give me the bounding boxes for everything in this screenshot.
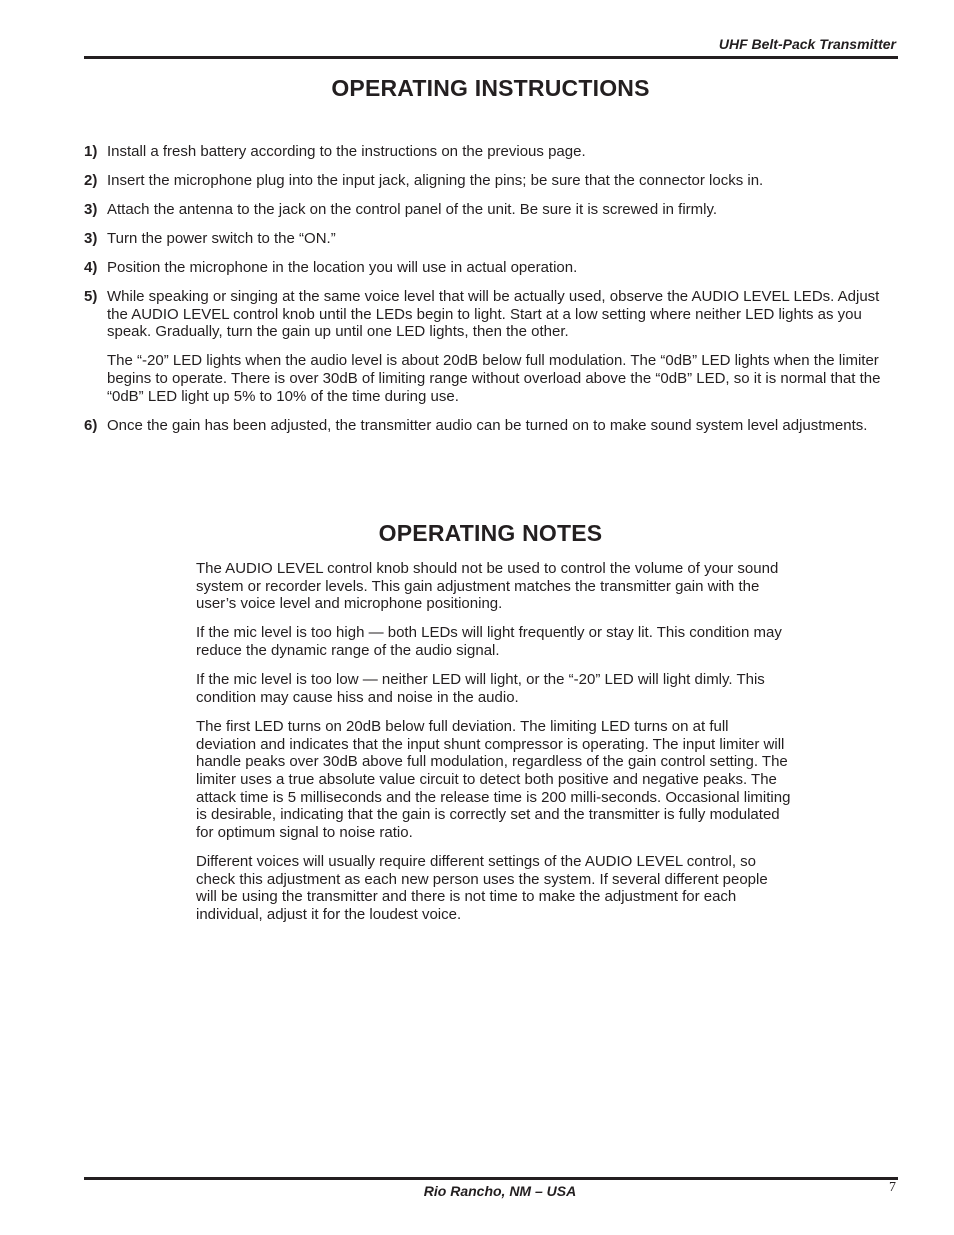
page-number: 7 bbox=[889, 1180, 896, 1195]
instructions-list bbox=[84, 143, 900, 446]
step-number: 3) bbox=[84, 230, 98, 247]
step-number: 4) bbox=[84, 259, 98, 276]
instruction-step bbox=[84, 288, 900, 406]
step-number: 3) bbox=[84, 201, 98, 218]
instructions-heading: OPERATING INSTRUCTIONS bbox=[331, 75, 650, 101]
notes-heading: OPERATING NOTES bbox=[378, 520, 603, 546]
header-rule bbox=[84, 56, 898, 59]
footer-location: Rio Rancho, NM – USA bbox=[423, 1183, 577, 1199]
instruction-step bbox=[84, 172, 900, 190]
instruction-step bbox=[84, 143, 900, 161]
footer-rule bbox=[84, 1177, 898, 1180]
note-paragraph: Different voices will usually require different settings of the AUDIO LEVEL control, so check this adjustment as each new person uses the system. If several different people will be using the transmitter and there is not time to make the adjustment for each individual, adjust it for the loudest voice. bbox=[196, 853, 768, 924]
step-number: 2) bbox=[84, 172, 98, 189]
step-number: 5) bbox=[84, 288, 98, 305]
instruction-step bbox=[84, 201, 900, 219]
instruction-step bbox=[84, 417, 900, 435]
step-text: Once the gain has been adjusted, the transmitter audio can be turned on to make sound system level adjustments. bbox=[107, 416, 868, 434]
instruction-step bbox=[84, 259, 900, 277]
step-text: The “-20” LED lights when the audio level is about 20dB below full modulation. The “0dB” LED lights when the limiter begins to operate. There is over 30dB of limiting range without overload above the “0dB” LED, so it is normal that the “0dB” LED light up 5% to 10% of the time during use. bbox=[107, 352, 881, 405]
note-paragraph: The AUDIO LEVEL control knob should not be used to control the volume of your sound system or recorder levels. This gain adjustment matches the transmitter gain with the user’s voice level and microphone positioning. bbox=[196, 560, 779, 613]
note-paragraph: If the mic level is too low — neither LED will light, or the “-20” LED will light dimly. This condition may cause hiss and noise in the audio. bbox=[196, 671, 765, 706]
step-text: Attach the antenna to the jack on the control panel of the unit. Be sure it is screwed in firmly. bbox=[107, 201, 718, 218]
step-number: 6) bbox=[84, 416, 98, 434]
step-number: 1) bbox=[84, 143, 98, 160]
note-paragraph: The first LED turns on 20dB below full deviation. The limiting LED turns on at full deviation and indicates that the input shunt compressor is operating. The input limiter will handle peaks over 30dB above full modulation, regardless of the gain control setting. The limiter uses a true absolute value circuit to detect both positive and negative peaks. The attack time is 5 milliseconds and the release time is 200 milli-seconds. Occasional limiting is desirable, indicating that the gain is correctly set and the transmitter is fully modulated for optimum signal to noise ratio. bbox=[196, 717, 791, 842]
step-text: Turn the power switch to the “ON.” bbox=[107, 230, 336, 247]
step-text: Insert the microphone plug into the input jack, aligning the pins; be sure that the connector locks in. bbox=[107, 172, 764, 189]
notes-body bbox=[196, 560, 792, 935]
step-text: Install a fresh battery according to the instructions on the previous page. bbox=[107, 143, 586, 160]
step-text: Position the microphone in the location you will use in actual operation. bbox=[107, 259, 578, 276]
step-text: While speaking or singing at the same voice level that will be actually used, observe the AUDIO LEVEL LEDs. Adjust the AUDIO LEVEL control knob until the LEDs begin to light. Start at a low setting where neither LED lights as you speak. Gradually, turn the gain up until one LED lights, then the other. bbox=[107, 288, 880, 341]
running-header: UHF Belt-Pack Transmitter bbox=[718, 36, 896, 52]
note-paragraph: If the mic level is too high — both LEDs will light frequently or stay lit. This condition may reduce the dynamic range of the audio signal. bbox=[196, 624, 782, 660]
instruction-step bbox=[84, 230, 900, 248]
